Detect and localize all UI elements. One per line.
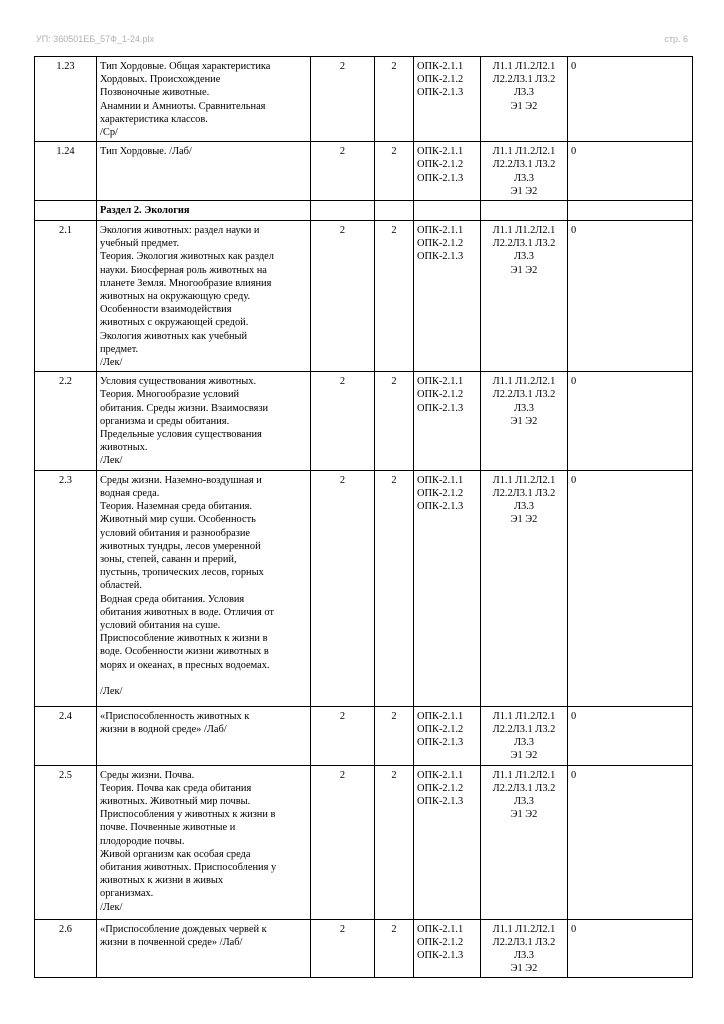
table-row <box>35 372 693 470</box>
literature-ref: Л2.2Л3.1 Л3.2 <box>492 936 556 948</box>
row-number-cell <box>35 201 97 221</box>
literature-ref: Э1 Э2 <box>510 100 538 112</box>
literature-cell <box>481 470 568 706</box>
competency-code: ОПК-2.1.3 <box>417 402 464 414</box>
competency-code: ОПК-2.1.2 <box>417 936 464 948</box>
semester-cell: 2 <box>311 706 375 765</box>
semester-cell: 2 <box>311 470 375 706</box>
row-number-cell: 1.23 <box>35 57 97 142</box>
literature-cell <box>481 221 568 372</box>
topic-text: Тип Хордовые. Общая характеристика Хордовых. Происхождение Позвоночные животные. Анамнии и Амниоты. Сравнительная характеристика классов. /Ср/ <box>100 61 271 139</box>
topic-cell <box>97 765 311 919</box>
literature-ref: Л1.1 Л1.2Л2.1 <box>492 376 556 388</box>
document-id-header: УП: 360501ЕБ_57Ф_1-24.plx <box>36 34 155 44</box>
topic-cell <box>97 221 311 372</box>
hours-cell <box>375 201 414 221</box>
literature-cell <box>481 372 568 470</box>
table-row <box>35 706 693 765</box>
note-cell: 0 <box>568 221 693 372</box>
literature-cell <box>481 765 568 919</box>
literature-ref: Л3.3 <box>513 737 535 749</box>
literature-ref: Л2.2Л3.1 Л3.2 <box>492 238 556 250</box>
topic-cell <box>97 57 311 142</box>
table-row <box>35 919 693 978</box>
page-number: стр. 6 <box>664 34 688 44</box>
semester-cell: 2 <box>311 372 375 470</box>
hours-cell: 2 <box>375 470 414 706</box>
literature-ref: Л1.1 Л1.2Л2.1 <box>492 146 556 158</box>
topic-cell <box>97 919 311 978</box>
topic-cell <box>97 372 311 470</box>
hours-cell: 2 <box>375 221 414 372</box>
literature-cell <box>481 706 568 765</box>
competency-cell <box>414 919 481 978</box>
competency-code: ОПК-2.1.1 <box>417 225 464 237</box>
competency-code: ОПК-2.1.3 <box>417 737 464 749</box>
note-cell: 0 <box>568 919 693 978</box>
topic-text: «Приспособленность животных к жизни в водной среде» /Лаб/ <box>100 710 250 735</box>
literature-ref: Л1.1 Л1.2Л2.1 <box>492 61 556 72</box>
competency-cell <box>414 57 481 142</box>
row-number-cell: 2.4 <box>35 706 97 765</box>
competency-code: ОПК-2.1.1 <box>417 769 464 781</box>
competency-code: ОПК-2.1.2 <box>417 74 464 86</box>
note-cell: 0 <box>568 57 693 142</box>
table-row <box>35 57 693 142</box>
topic-text: Экология животных: раздел науки и учебный предмет. Теория. Экология животных как раздел науки. Биосферная роль животных на планете Земля. Многообразие влияния животных на окружающую среду. Особенности взаимодействия животных с окружающей средой. Экология животных как учебный предмет. /Лек/ <box>100 225 274 369</box>
topic-text: Условия существования животных. Теория. Многообразие условий обитания. Среды жизни. Взаимосвязи организма и среды обитания. Предельные условия существования животных. /Лек/ <box>100 376 269 467</box>
note-cell: 0 <box>568 142 693 201</box>
competency-code: ОПК-2.1.2 <box>417 159 464 171</box>
literature-ref: Л3.3 <box>513 251 535 263</box>
literature-ref: Э1 Э2 <box>510 185 538 197</box>
table-row <box>35 470 693 706</box>
row-number-cell: 2.3 <box>35 470 97 706</box>
section-title: Раздел 2. Экология <box>100 205 190 217</box>
literature-ref: Л2.2Л3.1 Л3.2 <box>492 159 556 171</box>
competency-code: ОПК-2.1.1 <box>417 376 464 388</box>
topic-cell <box>97 470 311 706</box>
section-row <box>35 201 693 221</box>
topic-text: Среды жизни. Почва. Теория. Почва как среда обитания животных. Животный мир почвы. Приспособления у животных к жизни в почве. Почвенные животные и плодородие почвы. Живой организм как особая среда обитания животных. Приспособления у животных к жизни в живых организмах. /Лек/ <box>100 769 277 913</box>
competency-code: ОПК-2.1.3 <box>417 795 464 807</box>
table-row <box>35 142 693 201</box>
topic-cell <box>97 142 311 201</box>
literature-ref: Л3.3 <box>513 87 535 99</box>
competency-code: ОПК-2.1.2 <box>417 389 464 401</box>
competency-cell <box>414 765 481 919</box>
literature-ref: Л2.2Л3.1 Л3.2 <box>492 74 556 86</box>
table-row <box>35 221 693 372</box>
semester-cell: 2 <box>311 221 375 372</box>
competency-code: ОПК-2.1.1 <box>417 474 464 486</box>
curriculum-table <box>34 56 693 978</box>
competency-cell <box>414 470 481 706</box>
literature-ref: Э1 Э2 <box>510 514 538 526</box>
literature-ref: Л2.2Л3.1 Л3.2 <box>492 782 556 794</box>
competency-code: ОПК-2.1.1 <box>417 710 464 722</box>
competency-code: ОПК-2.1.2 <box>417 782 464 794</box>
hours-cell: 2 <box>375 919 414 978</box>
table-body <box>35 57 693 978</box>
literature-ref: Э1 Э2 <box>510 415 538 427</box>
competency-code: ОПК-2.1.1 <box>417 61 464 72</box>
hours-cell: 2 <box>375 57 414 142</box>
competency-code: ОПК-2.1.2 <box>417 487 464 499</box>
semester-cell: 2 <box>311 919 375 978</box>
table-row <box>35 765 693 919</box>
hours-cell: 2 <box>375 765 414 919</box>
section-title-cell <box>97 201 311 221</box>
note-cell: 0 <box>568 765 693 919</box>
row-number-cell: 1.24 <box>35 142 97 201</box>
literature-ref: Э1 Э2 <box>510 264 538 276</box>
competency-cell <box>414 706 481 765</box>
literature-cell <box>481 142 568 201</box>
topic-text: «Приспособление дождевых червей к жизни в почвенной среде» /Лаб/ <box>100 923 267 948</box>
note-cell: 0 <box>568 470 693 706</box>
literature-ref: Л3.3 <box>513 795 535 807</box>
literature-ref: Л1.1 Л1.2Л2.1 <box>492 769 556 781</box>
semester-cell: 2 <box>311 765 375 919</box>
competency-code: ОПК-2.1.2 <box>417 723 464 735</box>
note-cell: 0 <box>568 372 693 470</box>
topic-text: Среды жизни. Наземно-воздушная и водная среда. Теория. Наземная среда обитания. Животный мир суши. Особенность условий обитания и разнообразие животных тундры, лесов умеренной зоны, степей, саванн и прерий, пустынь, тропических лесов, горных областей. Водная среда обитания. Условия обитания животных в воде. Отличия от условий обитания на суше. Приспособление животных к жизни в воде. Особенности жизни животных в морях и океанах, в пресных водоемах. /Лек/ <box>100 474 274 697</box>
semester-cell <box>311 201 375 221</box>
competency-code: ОПК-2.1.3 <box>417 87 464 99</box>
literature-ref: Л3.3 <box>513 402 535 414</box>
competency-cell <box>414 221 481 372</box>
competency-code: ОПК-2.1.3 <box>417 949 464 961</box>
competency-code: ОПК-2.1.3 <box>417 172 464 184</box>
literature-ref: Л3.3 <box>513 501 535 513</box>
competency-code: ОПК-2.1.3 <box>417 251 464 263</box>
row-number-cell: 2.1 <box>35 221 97 372</box>
competency-cell <box>414 142 481 201</box>
topic-text: Тип Хордовые. /Лаб/ <box>100 146 192 158</box>
hours-cell: 2 <box>375 372 414 470</box>
competency-code: ОПК-2.1.2 <box>417 238 464 250</box>
literature-cell <box>481 57 568 142</box>
literature-ref: Л1.1 Л1.2Л2.1 <box>492 225 556 237</box>
note-cell <box>568 201 693 221</box>
literature-ref: Э1 Э2 <box>510 963 538 975</box>
competency-cell <box>414 201 481 221</box>
semester-cell: 2 <box>311 57 375 142</box>
hours-cell: 2 <box>375 706 414 765</box>
literature-ref: Л2.2Л3.1 Л3.2 <box>492 487 556 499</box>
semester-cell: 2 <box>311 142 375 201</box>
literature-ref: Л1.1 Л1.2Л2.1 <box>492 710 556 722</box>
row-number-cell: 2.2 <box>35 372 97 470</box>
note-cell: 0 <box>568 706 693 765</box>
literature-ref: Э1 Э2 <box>510 750 538 762</box>
competency-code: ОПК-2.1.3 <box>417 501 464 513</box>
literature-ref: Л2.2Л3.1 Л3.2 <box>492 389 556 401</box>
hours-cell: 2 <box>375 142 414 201</box>
row-number-cell: 2.6 <box>35 919 97 978</box>
row-number-cell: 2.5 <box>35 765 97 919</box>
competency-code: ОПК-2.1.1 <box>417 146 464 158</box>
literature-cell <box>481 919 568 978</box>
literature-ref: Э1 Э2 <box>510 809 538 821</box>
literature-ref: Л1.1 Л1.2Л2.1 <box>492 474 556 486</box>
literature-cell <box>481 201 568 221</box>
literature-ref: Л3.3 <box>513 172 535 184</box>
topic-cell <box>97 706 311 765</box>
competency-code: ОПК-2.1.1 <box>417 923 464 935</box>
literature-ref: Л2.2Л3.1 Л3.2 <box>492 723 556 735</box>
literature-ref: Л1.1 Л1.2Л2.1 <box>492 923 556 935</box>
literature-ref: Л3.3 <box>513 949 535 961</box>
competency-cell <box>414 372 481 470</box>
